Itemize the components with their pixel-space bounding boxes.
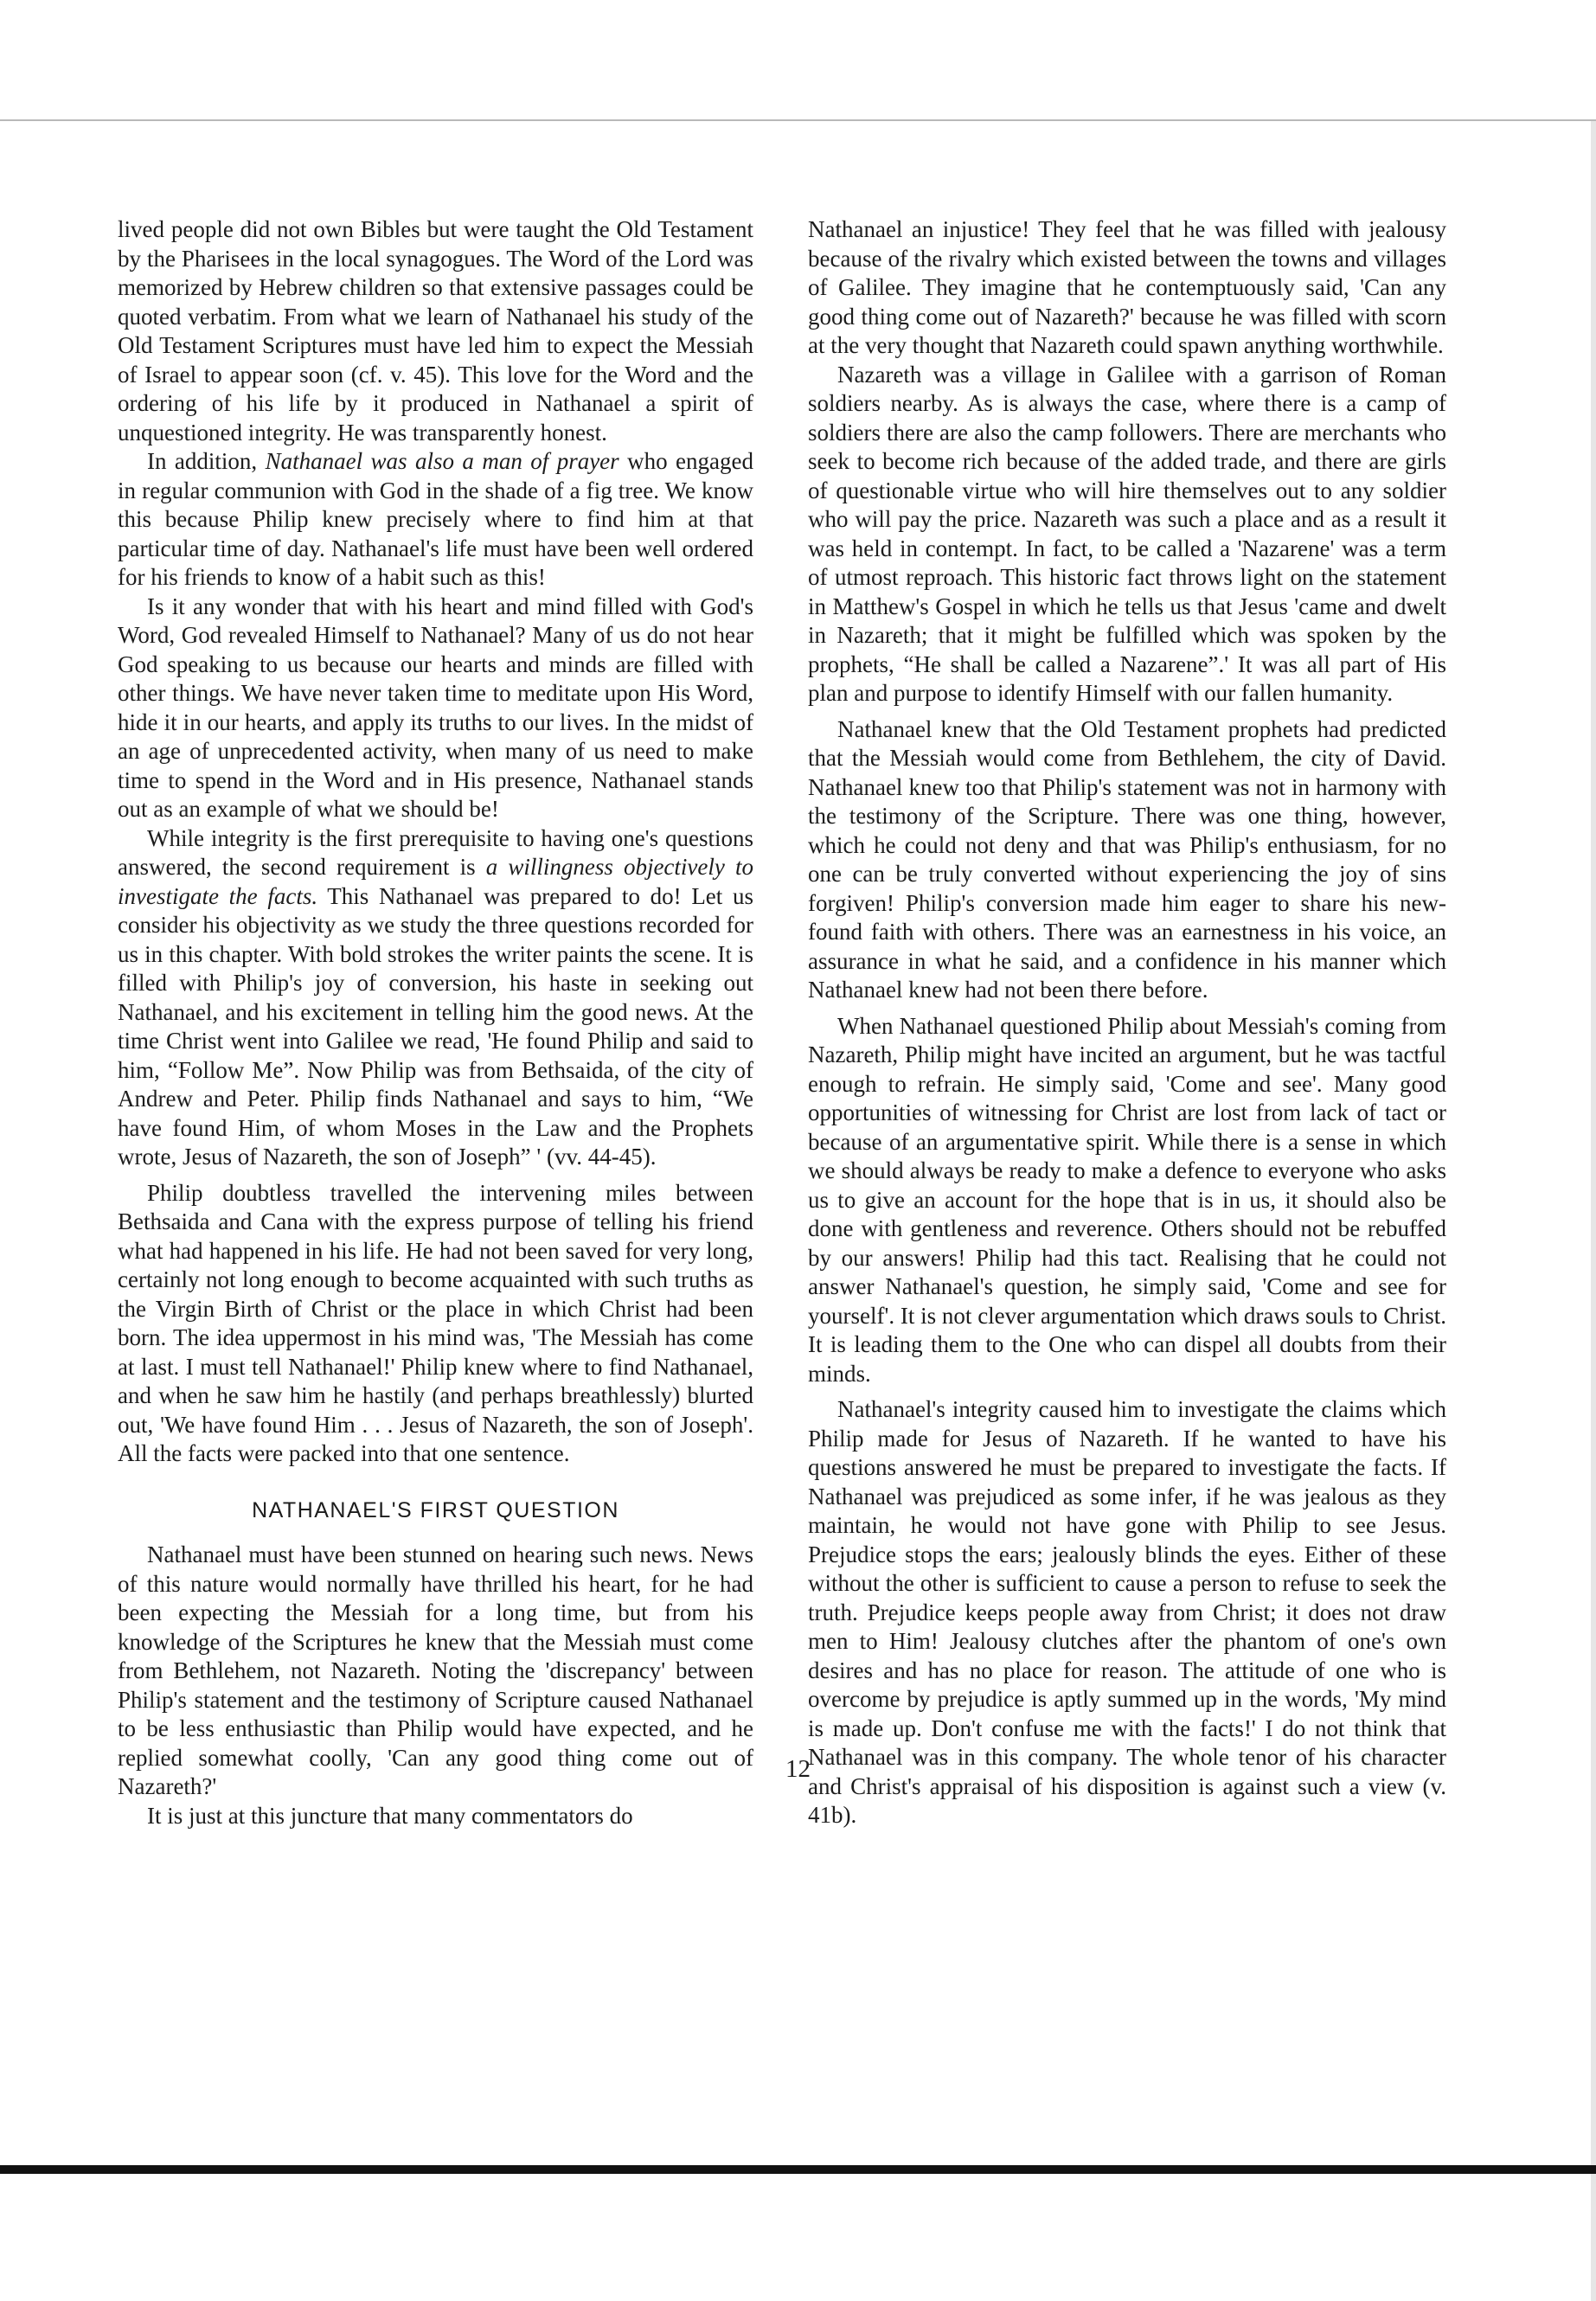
paragraph-rest: who engaged in regular communion with God in the shade of a fig tree. We know this because Philip knew precisely where to find him at that particular time of day. Nathanael's life must have been well ordered for his friends to know of a habit such as this! — [118, 448, 753, 590]
bottom-rule — [0, 2165, 1596, 2174]
left-column — [118, 215, 753, 1830]
paragraph: Nathanael an injustice! They feel that he was filled with jealousy because of the rivalry which existed between the towns and villages of Galilee. They imagine that he contemptuously said, 'Can any good thing come out of Nazareth?' because he was filled with scorn at the very thought that Nazareth could spawn anything worthwhile. — [808, 216, 1446, 358]
emphasis-text: a willingness objectively to investigate the facts. — [118, 854, 753, 909]
paragraph: Nathanael knew that the Old Testament prophets had predicted that the Messiah would come from Bethlehem, the city of David. Nathanael knew too that Philip's statement was not in harmony with the testimony of the Scripture. There was one thing, however, which he could not deny and that was Philip's enthusiasm, for no one can be truly converted without experiencing the joy of sins forgiven! Philip's conversion made him eager to share his new-found faith with others. There was an earnestness in his voice, an assurance in what he said, and a confidence in his manner which Nathanael knew had not been there before. — [808, 715, 1446, 1003]
page-edge-shadow — [1591, 121, 1596, 2301]
paragraph: When Nathanael questioned Philip about Messiah's coming from Nazareth, Philip might have incited an argument, but he was tactful enough to refrain. He simply said, 'Come and see'. Many good opportunities of witnessing for Christ are lost from lack of tact or because of an argumentative spirit. While there is a sense in which we should always be ready to make a defence to everyone who asks us to give an account for the hope that is in us, it should also be done with gentleness and reverence. Others should not be rebuffed by our answers! Philip had this tact. Realising that he could not answer Nathanael's question, he simply said, 'Come and see for yourself'. It is not clever argumentation which draws souls to Christ. It is leading them to the One who can dispel all doubts from their minds. — [808, 1012, 1446, 1387]
paragraph-lead: While integrity is the first prerequisite to having one's questions answered, the second requirement is — [118, 824, 753, 880]
paragraph-lead: In addition, — [147, 448, 266, 474]
paragraph: Nazareth was a village in Galilee with a garrison of Roman soldiers nearby. As is always the case, where there is a camp of soldiers there are also the camp followers. There are merchants who seek to become rich because of the added trade, and there are girls of questionable virtue who will hire themselves out to any soldier who will pay the price. Nazareth was such a place and as a result it was held in contempt. In fact, to be called a 'Nazarene' was a term of utmost reproach. This historic fact throws light on the statement in Matthew's Gospel in which he tells us that Jesus 'came and dwelt in Nazareth; that it might be fulfilled which was spoken by the prophets, “He shall be called a Nazarene”.' It was all part of His plan and purpose to identify Himself with our fallen humanity. — [808, 361, 1446, 706]
top-rule — [0, 119, 1596, 121]
paragraph — [118, 447, 753, 593]
paragraph: It is just at this juncture that many commentators do — [147, 1802, 633, 1829]
right-column — [808, 215, 1446, 1830]
section-heading: NATHANAEL'S FIRST QUESTION — [252, 1497, 619, 1522]
paragraph: Nathanael's integrity caused him to investigate the claims which Philip made for Jesus of Nazareth. If he wanted to have his questions answered he must be prepared to investigate the facts. If Nathanael was prejudiced as some infer, if he was jealous as they maintain, he would not have gone with Philip to see Jesus. Prejudice stops the ears; jealously blinds the eyes. Either of these without the other is sufficient to cause a person to refuse to seek the truth. Prejudice keeps people away from Christ; it does not draw men to Him! Jealousy clutches after the phantom of one's own desires and has no place for reason. The attitude of one who is overcome by prejudice is aptly summed up in the words, 'My mind is made up. Don't confuse me with the facts!' I do not think that Nathanael was in this company. The whole tenor of his character and Christ's appraisal of his disposition is against such a view (v. 41b). — [808, 1396, 1446, 1828]
paragraph: Is it any wonder that with his heart and mind filled with God's Word, God revealed Himself to Nathanael? Many of us do not hear God speaking to us because our hearts and minds are filled with other things. We have never taken time to meditate upon His Word, hide it in our hearts, and apply its truths to our lives. In the midst of an age of unprecedented activity, when many of us need to make time to spend in the Word and in His presence, Nathanael stands out as an example of what we should be! — [118, 593, 753, 822]
paragraph-rest: This Nathanael was prepared to do! Let us consider his objectivity as we study the three questions recorded for us in this chapter. With bold strokes the writer paints the scene. It is filled with Philip's joy of conversion, his haste in seeking out Nathanael, and his excitement in telling him the good news. At the time Christ went into Galilee we read, 'He found Philip and said to him, “Follow Me”. Now Philip was from Bethsaida, of the city of Andrew and Peter. Philip finds Nathanael and says to him, “We have found Him, of whom Moses in the Law and the Prophets wrote, Jesus of Nazareth, the son of Joseph” ' (vv. 44-45). — [118, 882, 753, 1170]
paragraph — [118, 824, 753, 1172]
paragraph: Nathanael must have been stunned on hearing such news. News of this nature would normally have thrilled his heart, for he had been expecting the Messiah for a long time, but from his knowledge of the Scriptures he knew that the Messiah must come from Bethlehem, not Nazareth. Noting the 'discrepancy' between Philip's statement and the testimony of Scripture caused Nathanael to be less enthusiastic than Philip would have expected, and he replied somewhat coolly, 'Can any good thing come out of Nazareth?' — [118, 1541, 753, 1799]
paragraph: Philip doubtless travelled the intervening miles between Bethsaida and Cana with the express purpose of telling his friend what had happened in his life. He had not been saved for very long, certainly not long enough to become acquainted with such truths as the Virgin Birth of Christ or the place in which Christ had been born. The idea uppermost in his mind was, 'The Messiah has come at last. I must tell Nathanael!' Philip knew where to find Nathanael, and when he saw him he hastily (and perhaps breathlessly) blurted out, 'We have found Him . . . Jesus of Nazareth, the son of Joseph'. All the facts were packed into that one sentence. — [118, 1179, 753, 1466]
emphasis-text: Nathanael was also a man of prayer — [265, 448, 619, 474]
paragraph: lived people did not own Bibles but were taught the Old Testament by the Pharisees in the local synagogues. The Word of the Lord was memorized by Hebrew children so that extensive passages could be quoted verbatim. From what we learn of Nathanael his study of the Old Testament Scriptures must have led him to expect the Messiah of Israel to appear soon (cf. v. 45). This love for the Word and the ordering of his life by it produced in Nathanael a spirit of unquestioned integrity. He was transparently honest. — [118, 216, 753, 445]
page-number: 12 — [785, 1755, 811, 1783]
